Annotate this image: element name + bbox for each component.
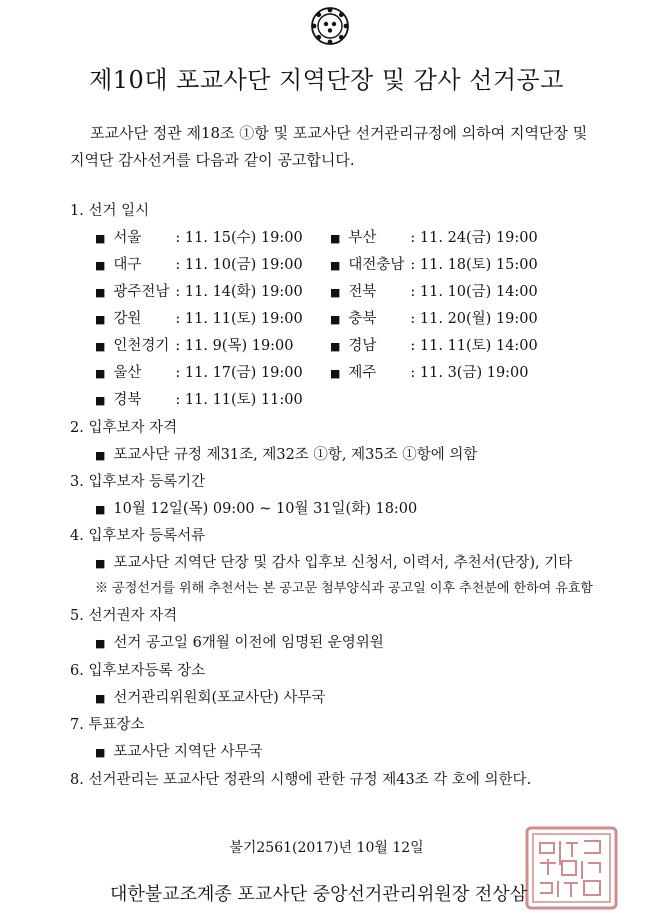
bullet-icon: ■ [330, 367, 341, 380]
period-text: 10월 12일(목) 09:00 ~ 10월 31일(화) 18:00 [113, 501, 418, 517]
schedule-item [330, 361, 529, 382]
schedule-time: : 11. 15(수) 19:00 [175, 230, 303, 246]
voting-place-item [95, 740, 263, 761]
schedule-region: 강원 [113, 311, 142, 327]
schedule-item [95, 361, 303, 382]
schedule-time: : 11. 20(월) 19:00 [410, 311, 538, 327]
schedule-region: 부산 [348, 230, 377, 246]
section-heading-schedule: 1. 선거 일시 [70, 203, 150, 219]
bullet-icon: ■ [330, 340, 341, 353]
bullet-icon: ■ [330, 313, 341, 326]
voting-place-text: 포교사단 지역단 사무국 [113, 744, 263, 760]
bullet-icon: ■ [95, 286, 106, 299]
official-seal-stamp [524, 825, 619, 911]
page-title: 제10대 포교사단 지역단장 및 감사 선거공고 [89, 66, 564, 94]
schedule-item [95, 307, 303, 328]
schedule-item [95, 280, 303, 301]
schedule-region: 대구 [113, 257, 142, 273]
bullet-icon: ■ [330, 259, 341, 272]
schedule-time: : 11. 18(토) 15:00 [410, 257, 538, 273]
voter-text: 선거 공고일 6개월 이전에 임명된 운영위원 [113, 635, 384, 651]
documents-item [95, 551, 572, 572]
section-heading-voting-place: 7. 투표장소 [70, 717, 145, 733]
schedule-time: : 11. 24(금) 19:00 [410, 230, 538, 246]
schedule-time: : 11. 11(토) 14:00 [410, 338, 538, 354]
section-heading-management: 8. 선거관리는 포교사단 정관의 시행에 관한 규정 제43조 각 호에 의한다. [70, 772, 532, 788]
schedule-region: 광주전남 [113, 284, 170, 300]
registration-place-text: 선거관리위원회(포교사단) 사무국 [113, 690, 326, 706]
schedule-item [95, 253, 303, 274]
intro-paragraph [70, 120, 587, 174]
schedule-region: 경남 [348, 338, 377, 354]
schedule-item [330, 280, 538, 301]
bullet-icon: ■ [95, 340, 106, 353]
dharma-wheel-emblem-icon [310, 6, 350, 46]
schedule-time: : 11. 14(화) 19:00 [175, 284, 303, 300]
section-heading-period: 3. 입후보자 등록기간 [70, 474, 206, 490]
schedule-time: : 11. 11(토) 11:00 [175, 392, 303, 408]
schedule-region: 경북 [113, 392, 142, 408]
announcement-date: 불기2561(2017)년 10월 12일 [229, 840, 424, 856]
intro-line-1: 포교사단 정관 제18조 ①항 및 포교사단 선거관리규정에 의하여 지역단장 및 [90, 124, 588, 142]
bullet-icon: ■ [95, 313, 106, 326]
section-heading-qualification: 2. 입후보자 자격 [70, 420, 178, 436]
bullet-icon: ■ [95, 503, 106, 516]
bullet-icon: ■ [95, 449, 106, 462]
intro-line-2: 지역단 감사선거를 다음과 같이 공고합니다. [70, 151, 355, 169]
schedule-region: 대전충남 [348, 257, 405, 273]
schedule-item [330, 253, 538, 274]
bullet-icon: ■ [95, 637, 106, 650]
schedule-time: : 11. 9(목) 19:00 [175, 338, 294, 354]
bullet-icon: ■ [95, 259, 106, 272]
schedule-region: 서울 [113, 230, 142, 246]
schedule-item [95, 226, 303, 247]
schedule-time: : 11. 17(금) 19:00 [175, 365, 303, 381]
documents-note: ※ 공정선거를 위해 추천서는 본 공고문 첨부양식과 공고일 이후 추천분에 한하여 유효함 [95, 581, 593, 596]
schedule-item [95, 388, 303, 409]
bullet-icon: ■ [95, 232, 106, 245]
bullet-icon: ■ [330, 232, 341, 245]
qualification-text: 포교사단 규정 제31조, 제32조 ①항, 제35조 ①항에 의함 [113, 447, 478, 463]
schedule-region: 울산 [113, 365, 142, 381]
period-item [95, 497, 417, 518]
schedule-region: 인천경기 [113, 338, 170, 354]
bullet-icon: ■ [95, 746, 106, 759]
registration-place-item [95, 686, 325, 707]
section-heading-documents: 4. 입후보자 등록서류 [70, 528, 206, 544]
bullet-icon: ■ [95, 692, 106, 705]
documents-text: 포교사단 지역단 단장 및 감사 입후보 신청서, 이력서, 추천서(단장), 기타 [113, 555, 573, 571]
schedule-region: 충북 [348, 311, 377, 327]
schedule-time: : 11. 10(금) 19:00 [175, 257, 303, 273]
schedule-item [95, 334, 294, 355]
schedule-region: 제주 [348, 365, 377, 381]
schedule-time: : 11. 3(금) 19:00 [410, 365, 529, 381]
voter-item [95, 631, 384, 652]
section-heading-registration-place: 6. 입후보자등록 장소 [70, 663, 206, 679]
bullet-icon: ■ [95, 557, 106, 570]
schedule-item [330, 307, 538, 328]
bullet-icon: ■ [95, 394, 106, 407]
schedule-time: : 11. 11(토) 19:00 [175, 311, 303, 327]
bullet-icon: ■ [330, 286, 341, 299]
signature-line: 대한불교조계종 포교사단 중앙선거관리위원장 전상삼 [110, 884, 528, 905]
schedule-item [330, 226, 538, 247]
schedule-item [330, 334, 538, 355]
bullet-icon: ■ [95, 367, 106, 380]
schedule-time: : 11. 10(금) 14:00 [410, 284, 538, 300]
section-heading-voter: 5. 선거권자 자격 [70, 608, 178, 624]
schedule-region: 전북 [348, 284, 377, 300]
qualification-item [95, 443, 477, 464]
